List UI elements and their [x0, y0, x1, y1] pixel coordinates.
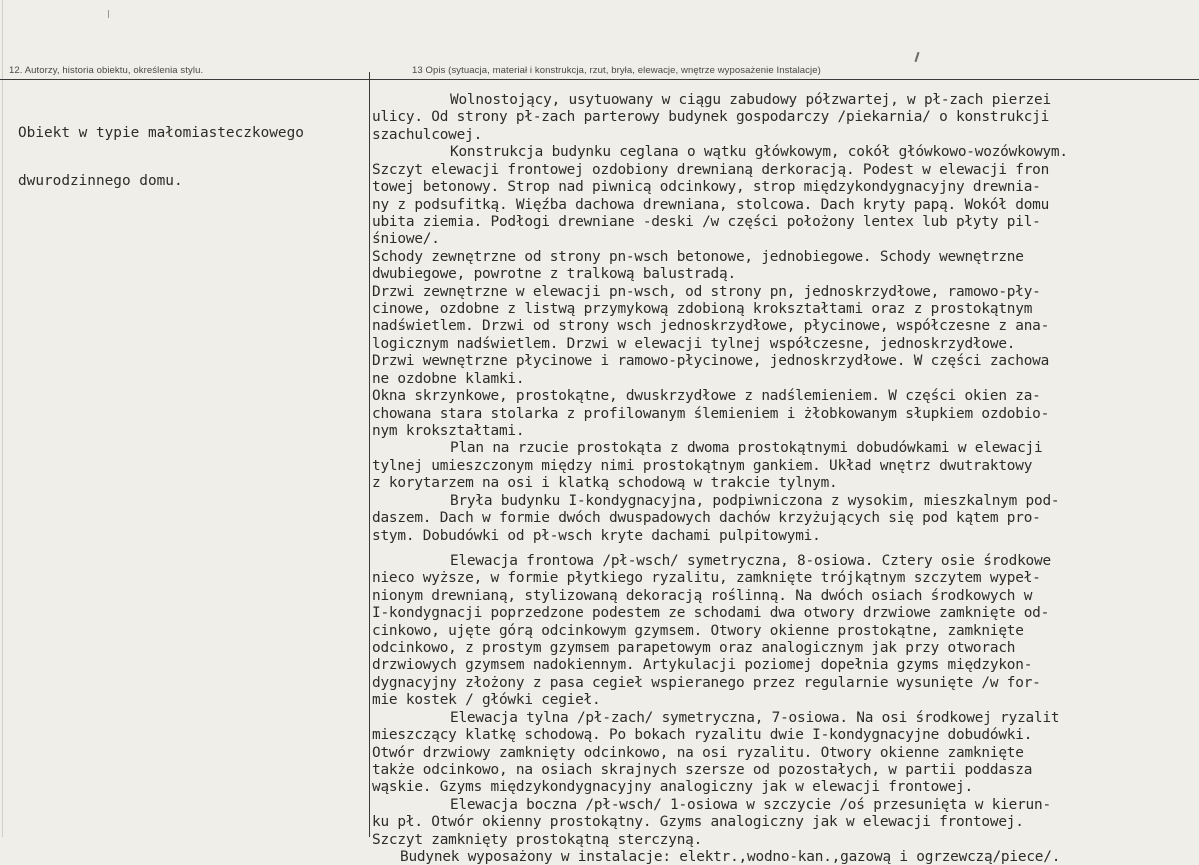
section-13-heading: 13 Opis (sytuacja, materiał i konstrukcja, rzut, bryła, elewacje, wnętrze wyposażenie Instalacje): [412, 65, 821, 76]
page-edge-mark: [2, 0, 3, 837]
description-line: śniowe/.: [372, 231, 440, 248]
description-line: mie kostek / główki cegieł.: [372, 692, 601, 709]
style-line: Obiekt w typie małomiasteczkowego: [18, 125, 304, 141]
description-line: nym krokształtami.: [372, 422, 525, 439]
description-line: Elewacja tylna /pł-zach/ symetryczna, 7-osiowa. Na osi środkowej ryzalit: [450, 709, 1060, 726]
description-line: Drzwi zewnętrzne w elewacji pn-wsch, od strony pn, jednoskrzydłowe, ramowo-pły-: [372, 283, 1041, 300]
description-line: ne ozdobne klamki.: [372, 370, 525, 387]
description-line: dwubiegowe, powrotne z tralkową balustradą.: [372, 266, 736, 283]
description-line: wąskie. Gzyms międzykondygnacyjny analogiczny jak w elewacji frontowej.: [372, 779, 973, 796]
description-line: logicznym nadświetlem. Drzwi w elewacji tylnej współczesne, jednoskrzydłowe.: [372, 335, 1016, 352]
description-line: nadświetlem. Drzwi od strony wsch jednoskrzydłowe, płycinowe, współczesne z ana-: [372, 318, 1050, 335]
description-line: Schody zewnętrzne od strony pn-wsch betonowe, jednobiegowe. Schody wewnętrzne: [372, 248, 1024, 265]
description-line: Okna skrzynkowe, prostokątne, dwuskrzydłowe z nadślemieniem. W części okien za-: [372, 388, 1041, 405]
description-line: dygnacyjny złożony z pasa cegieł wspieranego przez regularnie wysunięte /w for-: [372, 674, 1041, 691]
description-line: nieco wyższe, w formie płytkiego ryzalitu, zamknięte trójkątnym szczytem wypeł-: [372, 570, 1041, 587]
description-line: ny z podsufitką. Więźba dachowa drewniana, stolcowa. Dach kryty papą. Wokół domu: [372, 196, 1050, 213]
description-line: z korytarzem na osi i klatką schodową w trakcie tylnym.: [372, 475, 838, 492]
description-line: ku pł. Otwór okienny prostokątny. Gzyms analogiczny jak w elewacji frontowej.: [372, 814, 1024, 831]
description-line: chowana stara stolarka z profilowanym ślemieniem i żłobkowanym słupkiem ozdobio-: [372, 405, 1050, 422]
description-line: daszem. Dach w formie dwóch dwuspadowych dachów krzyżujących się pod kątem pro-: [372, 510, 1041, 527]
section-12-heading: 12. Autorzy, historia obiektu, określenia stylu.: [9, 65, 204, 76]
style-line: dwurodzinnego domu.: [18, 173, 183, 189]
description-line: szachulcowej.: [372, 126, 483, 143]
description-line: Bryła budynku I-kondygnacyjna, podpiwniczona z wysokim, mieszkalnym pod-: [450, 492, 1060, 509]
description-line: Elewacja frontowa /pł-wsch/ symetryczna, 8-osiowa. Cztery osie środkowe: [450, 552, 1051, 569]
description-line: Plan na rzucie prostokąta z dwoma prostokątnymi dobudówkami w elewacji: [450, 440, 1043, 457]
description-line: ulicy. Od strony pł-zach parterowy budynek gospodarczy /piekarnia/ o konstrukcji: [372, 109, 1050, 126]
description-line: I-kondygnacji poprzedzone podestem ze schodami dwa otwory drzwiowe zamknięte od-: [372, 605, 1050, 622]
description-line: towej betonowy. Strop nad piwnicą odcinkowy, strop międzykondygnacyjny drewnia-: [372, 179, 1041, 196]
description-line: Drzwi wewnętrzne płycinowe i ramowo-płycinowe, jednoskrzydłowe. W części zachowa: [372, 353, 1050, 370]
column-divider: [369, 72, 370, 837]
description-line: mieszczący klatkę schodową. Po bokach ryzalitu dwie I-kondygnacyjne dobudówki.: [372, 727, 1033, 744]
description-line: odcinkowo, z prostym gzymsem parapetowym oraz analogicznym jak przy otworach: [372, 640, 1016, 657]
description-line: nionym drewnianą, stylizowaną dekoracją roślinną. Na dwóch osiach środkowych w: [372, 587, 1033, 604]
header-divider: [0, 79, 1199, 80]
description-line: Elewacja boczna /pł-wsch/ 1-osiowa w szczycie /oś przesunięta w kierun-: [450, 796, 1051, 813]
description-line: cinowe, ozdobne z listwą przymykową zdobioną krokształtami oraz z prostokątnym: [372, 301, 1033, 318]
description-line: ubita ziemia. Podłogi drewniane -deski /w części położony lentex lub płyty pil-: [372, 213, 1041, 230]
description-line: Wolnostojący, usytuowany w ciągu zabudowy półzwartej, w pł-zach pierzei: [450, 92, 1051, 108]
description-line: także odcinkowo, na osiach skrajnych szersze od pozostałych, w partii poddasza: [372, 761, 1033, 778]
description-line: tylnej umieszczonym między nimi prostokątnym gankiem. Układ wnętrz dwutraktowy: [372, 457, 1033, 474]
description-line: Konstrukcja budynku ceglana o wątku główkowym, cokół główkowo-wozówkowym.: [450, 144, 1068, 161]
description-line: Szczyt elewacji frontowej ozdobiony drewnianą derkoracją. Podest w elewacji fron: [372, 161, 1050, 178]
description-line: Szczyt zamknięty prostokątną sterczyną.: [372, 831, 703, 848]
pencil-tick-mark: [108, 10, 109, 18]
pen-stroke-mark: [915, 52, 920, 62]
description-line: Otwór drzwiowy zamknięty odcinkowo, na osi ryzalitu. Otwory okienne zamknięte: [372, 744, 1024, 761]
description-line: drzwiowych gzymsem nadokiennym. Artykulacji poziomej dopełnia gzyms międzykon-: [372, 657, 1033, 674]
description-line: Budynek wyposażony w instalacje: elektr.,wodno-kan.,gazową i ogrzewczą/piece/.: [400, 849, 1061, 865]
style-description: [18, 93, 363, 221]
description-line: cinkowo, ujęte górą odcinkowym gzymsem. Otwory okienne prostokątne, zamknięte: [372, 622, 1024, 639]
description-line: stym. Dobudówki od pł-wsch kryte dachami pulpitowymi.: [372, 527, 821, 544]
